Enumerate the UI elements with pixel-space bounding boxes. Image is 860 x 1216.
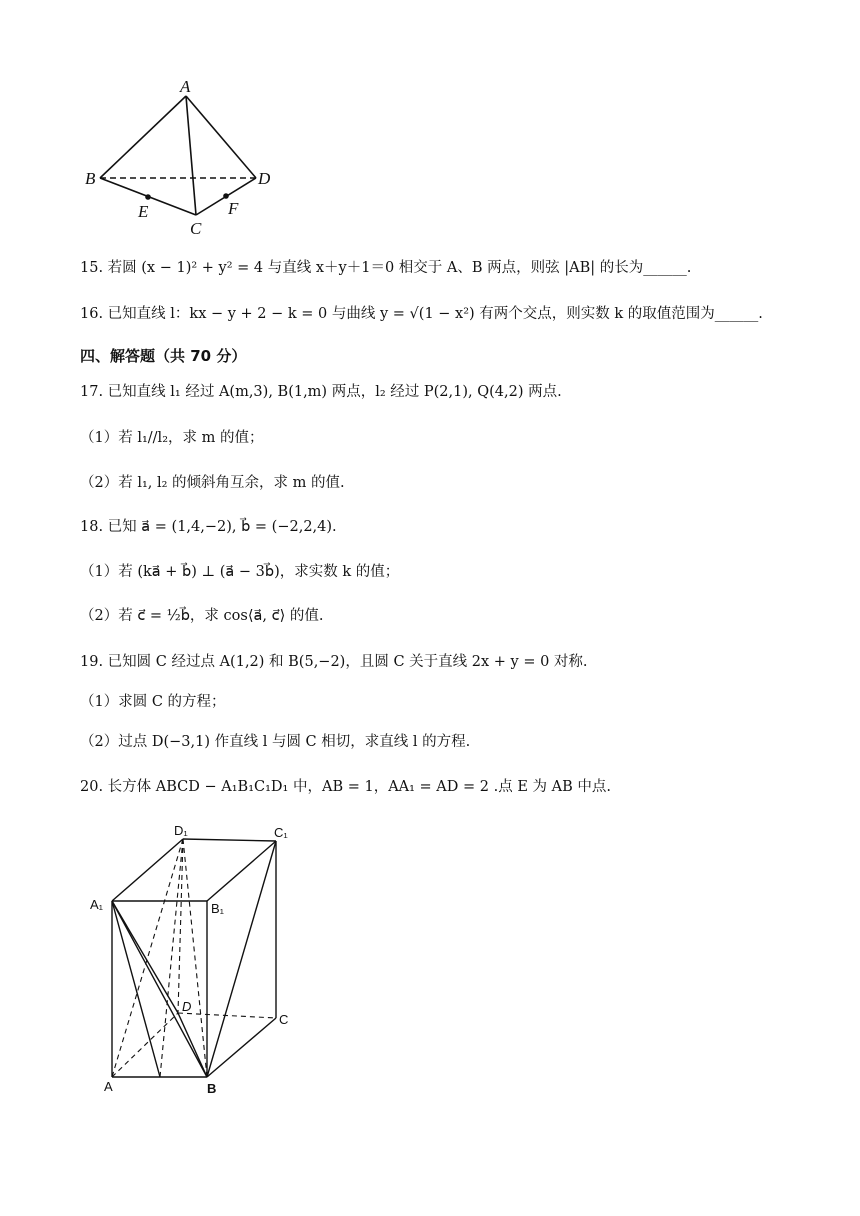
question-18-part-1: （1）若 (ka⃗ + b⃗) ⊥ (a⃗ − 3b⃗)，求实数 k 的值； xyxy=(80,564,400,580)
question-18: 18. 已知 a⃗ = (1,4,−2), b⃗ = (−2,2,4). xyxy=(80,519,337,535)
edge-AC xyxy=(186,96,196,215)
segment-D1-A-hidden xyxy=(112,839,183,1077)
segment-A1-E xyxy=(112,901,160,1077)
label-D1: D₁ xyxy=(174,823,188,838)
segment-C1-B xyxy=(207,841,276,1077)
question-17-part-2: （2）若 l₁, l₂ 的倾斜角互余，求 m 的值. xyxy=(80,475,345,491)
label-F: F xyxy=(228,199,239,218)
label-B: B xyxy=(85,169,96,188)
label-E: E xyxy=(138,202,149,221)
edge-B1-C1 xyxy=(207,841,276,901)
question-19-part-2: （2）过点 D(−3,1) 作直线 l 与圆 C 相切，求直线 l 的方程. xyxy=(80,734,471,750)
cuboid-figure xyxy=(80,815,310,1100)
question-17-part-1: （1）若 l₁//l₂，求 m 的值； xyxy=(80,430,264,446)
question-15: 15. 若圆 (x − 1)² + y² = 4 与直线 x＋y＋1＝0 相交于 A、B 两点，则弦 |AB| 的长为______. xyxy=(80,260,692,276)
label-B: B xyxy=(207,1081,217,1096)
segment-A1-B xyxy=(112,901,207,1077)
label-A: A xyxy=(104,1079,113,1094)
question-16: 16. 已知直线 l：kx − y + 2 − k = 0 与曲线 y = √(1 − x²) 有两个交点，则实数 k 的取值范围为______. xyxy=(80,306,763,322)
point-F xyxy=(223,193,229,199)
edge-D-C-hidden xyxy=(178,1013,276,1018)
label-A1: A₁ xyxy=(90,897,104,912)
segment-D-B xyxy=(178,1013,207,1077)
label-C: C xyxy=(190,219,202,238)
segment-D1-B-hidden xyxy=(183,839,207,1077)
edge-AB xyxy=(100,96,186,178)
label-B1: B₁ xyxy=(211,901,225,916)
label-A: A xyxy=(180,77,191,96)
section-heading: 四、解答题（共 70 分） xyxy=(80,347,247,365)
edge-D1-C1 xyxy=(183,839,276,841)
tetrahedron-figure xyxy=(80,76,280,241)
question-20: 20. 长方体 ABCD − A₁B₁C₁D₁ 中，AB = 1，AA₁ = AD = 2 .点 E 为 AB 中点. xyxy=(80,779,611,795)
question-17: 17. 已知直线 l₁ 经过 A(m,3), B(1,m) 两点，l₂ 经过 P(2,1), Q(4,2) 两点. xyxy=(80,384,562,400)
label-C1: C₁ xyxy=(274,825,288,840)
edge-AD xyxy=(186,96,256,178)
question-19-part-1: （1）求圆 C 的方程； xyxy=(80,694,226,710)
point-E xyxy=(145,194,151,200)
question-19: 19. 已知圆 C 经过点 A(1,2) 和 B(5,−2)，且圆 C 关于直线 2x + y = 0 对称. xyxy=(80,654,588,670)
edge-B-C xyxy=(207,1018,276,1077)
edge-D-D1-hidden xyxy=(178,839,183,1013)
edge-A1-D1 xyxy=(112,839,183,901)
label-C: C xyxy=(279,1012,289,1027)
question-18-part-2: （2）若 c⃗ = ½b⃗，求 cos⟨a⃗, c⃗⟩ 的值. xyxy=(80,608,324,624)
label-D: D xyxy=(258,169,271,188)
label-D: D xyxy=(182,999,192,1014)
